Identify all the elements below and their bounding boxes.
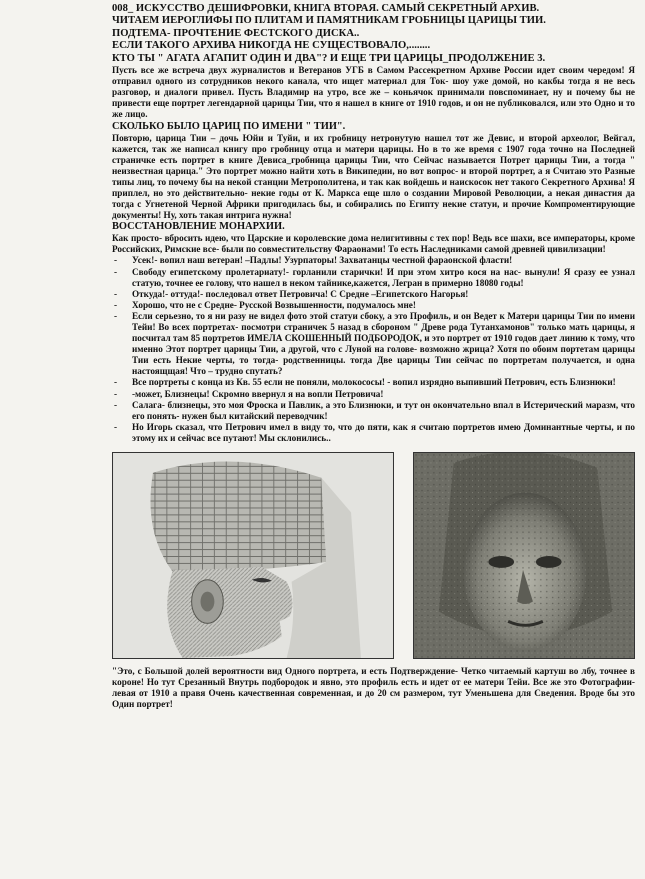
header-line-2: ЧИТАЕМ ИЕРОГЛИФЫ ПО ПЛИТАМ И ПАМЯТНИКАМ ГРОБНИЦЫ ЦАРИЦЫ ТИИ. — [112, 15, 546, 27]
dialog-item: - Хорошо, что не с Средне- Русской Возвышенности, подумалось мне! — [112, 300, 635, 311]
intro-paragraph: Пусть все же встреча двух журналистов и Ветеранов УГБ в Самом Рассекретном Архиве России идет своим чередом! Я отправил одного из сотрудников некого канала, что ищет материал для Ток- шоу уже домой, но какбы тогда я не весь разговор, и диалоги привел. Пусть Владимир на утро, все же – коньячок принимали повспоминает, ну и почему бы не привести еще портрет легендарной царицы Тии, что я нашел в книге от 1910 годов, и он не публиковался, или это Одно и то же лицо. — [112, 65, 635, 120]
statue-frontal-photo — [413, 452, 635, 659]
paragraph-queen-tiye: Повторю, царица Тии – дочь Юйи и Туйи, и их гробницу нетронутую нашел тот же Девис, и второй археолог, Вейгал, кажется, так же написал книгу про гробницу отца и матери царицы. Но в то же время с 1907 года точно на Последней страничке есть портрет в книге Девиса_гробница царицы Тии, что Сейчас называется Потрет царицы Тии, а тогда " неизвестная царица." Это портрет можно найти хоть в Википедии, но вот вопрос- и второй портрет, а я Считаю это Разные типы лиц, то почему бы на некой станции Метрополитена, и так как войдешь и наискосок нет такого Секретного Архива! Я приплел, но это действительно- некие годы от К. Маркса еще шло о создании Мировой Революции, а некая династия да тогда с Угнетеной Черной Африки пригодилась бы, и собирались по Египту некие статуи, и прочие Компроментирующие документы! Ну, хоть такая интрига нужна! — [112, 132, 635, 221]
section-heading-queens: СКОЛЬКО БЫЛО ЦАРИЦ ПО ИМЕНИ " ТИИ". — [112, 120, 346, 132]
statue-frontal-image — [414, 453, 634, 658]
header-line-1: 008_ ИСКУССТВО ДЕШИФРОВКИ, КНИГА ВТОРАЯ. САМЫЙ СЕКРЕТНЫЙ АРХИВ. — [112, 3, 540, 14]
section-heading-monarchy: ВОССТАНОВЛЕНИЕ МОНАРХИИ. — [112, 221, 285, 233]
dialog-item: - Салага- близнецы, это моя Фроска и Павлик, а это Близнюки, и тут он окончательно впал в Истерический маразм, что его понять- нужен был китайский переводчик! — [112, 400, 635, 422]
dialog-item: - Свободу египетскому пролетариату!- горланили старички! И при этом хитро кося на нас- вынули! Я сразу ее узнал статую, точнее ее голову, что нашел в неком тайнике,кажется, Легран в примерно 18080 годы! — [112, 267, 635, 289]
paragraph-monarchy: Как просто- вбросить идею, что Царские и королевские дома нелигитивны с тех пор! Ведь все шахи, все императоры, кроме Российских, Римские все- были по совместительству Фараонами! То есть Наследниками самой древней цивилизации! — [112, 233, 635, 255]
statue-profile-image — [113, 453, 393, 658]
dialog-item: - Все портреты с конца из Кв. 55 если не поняли, молокососы! - вопил изрядно выпивший Петрович, есть Близнюки! — [112, 377, 635, 388]
dialog-item: - Если серьезно, то я ни разу не видел фото этой статуи сбоку, а это Профиль, и он Ведет к Матери царицы Тии по имени Тейи! Во всех портретах- посмотри страничек 5 назад в сбороном " Древе рода Тутанхамонов" только мать царицы, я посчитал там 85 портретов ИМЕЛА СКОШЕННЫЙ ПОДБОРОДОК, и это портрет от 1910 годов дает линию к тому, что именно Этот портрет царицы Тии, а другой, что с Луной на голове- возможно жрица? Хотя по обоим портетам царицы Тии есть Некие черты, то тогда- родственницы. тогда Две царицы Тии сейчас по портретам получается, и одна настоящщая! Что – трудно спутать? — [112, 311, 635, 378]
header-line-3: ПОДТЕМА- ПРОЧТЕНИЕ ФЕСТСКОГО ДИСКА.. — [112, 27, 360, 39]
photo-caption: "Это, с Большой долей вероятности вид Одного портрета, и есть Подтверждение- Четко читаемый картуш во лбу, точнее в короне! Но тут Срезанный Внутрь подбородок и явно, это профиль есть и идет от ее матери Тейи. Все же это Фотографии- левая от 1910 а правя Очень качественная современная, и до 20 см размером, тут Уменьшена для Сведения. Вроде бы это Один портрет! — [112, 666, 635, 710]
dialog-list — [112, 255, 635, 444]
dialog-item: - -может, Близнецы! Скромно ввернул я на вопли Петровича! — [112, 389, 635, 400]
dialog-item: - Усек!- вопил наш ветеран! –Падлы! Узурпаторы! Захватанцы честной фараонской фласти! — [112, 255, 635, 266]
header-line-4: ЕСЛИ ТАКОГО АРХИВА НИКОГДА НЕ СУЩЕСТВОВАЛО,........ — [112, 40, 431, 52]
dialog-item: - Откуда!- оттуда!- последовал ответ Петровича! С Средне –Египетского Нагорья! — [112, 289, 635, 300]
header-line-5: КТО ТЫ " АГАТА АГАПИТ ОДИН И ДВА"? И ЕЩЕ ТРИ ЦАРИЦЫ_ПРОДОЛЖЕНИЕ 3. — [112, 52, 546, 64]
dialog-item: - Но Игорь сказал, что Петрович имел в виду то, что до пяти, как я считаю портретов имею Доминантные черты, и по этому их и сейчас все путают! Мы склонились.. — [112, 422, 635, 444]
title-block — [112, 3, 635, 65]
photo-row — [112, 452, 635, 659]
statue-profile-photo — [112, 452, 394, 659]
